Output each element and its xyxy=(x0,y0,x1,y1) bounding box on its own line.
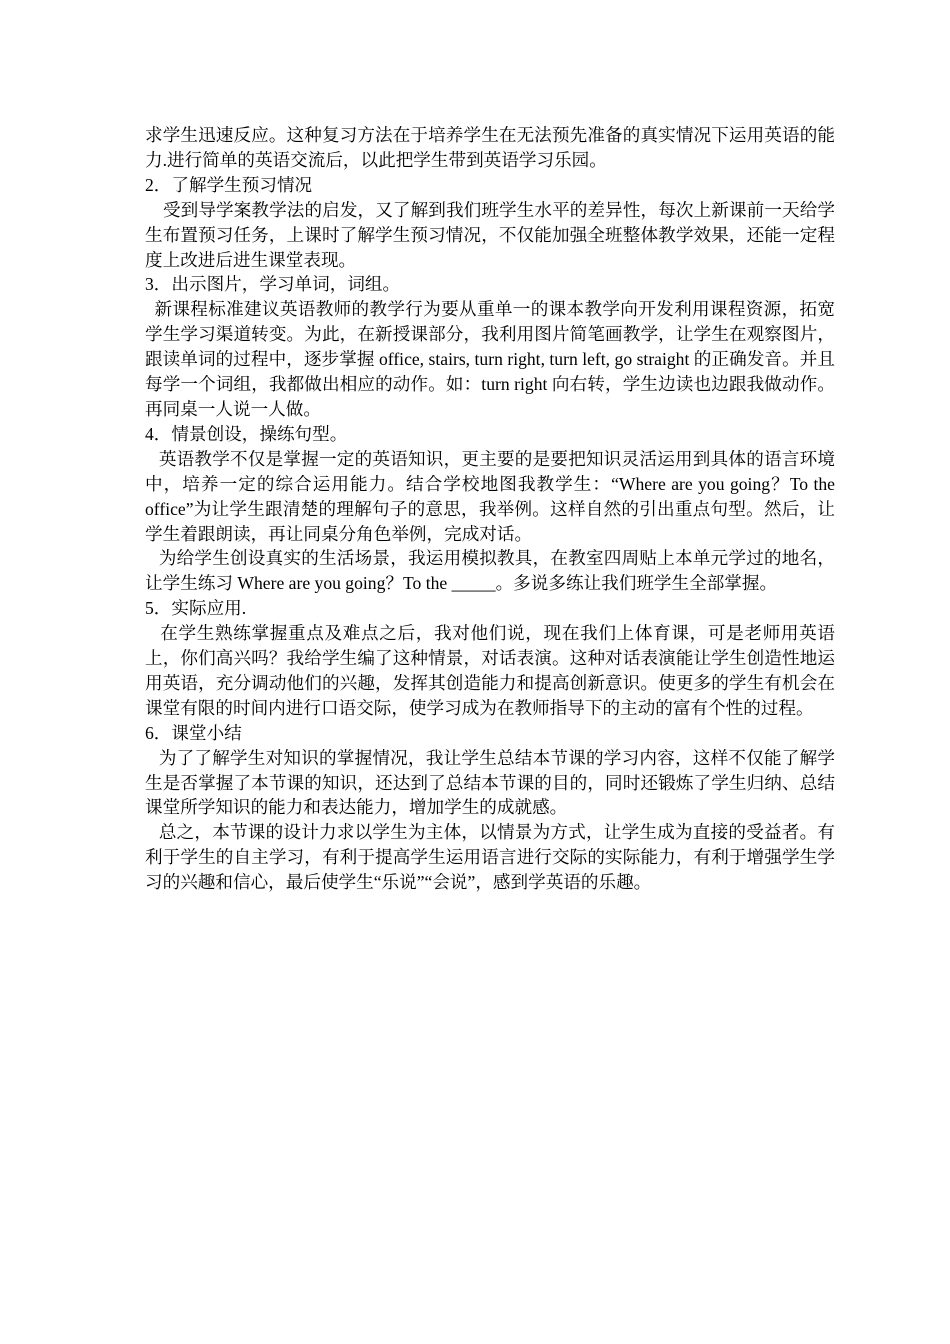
paragraph-situation-practice-1: 英语教学不仅是掌握一定的英语知识，更主要的是要把知识灵活运用到具体的语言环境中，培养一定的综合运用能力。结合学校地图我教学生：“Where are you going？To the office”为让学生跟清楚的理解句子的意思，我举例。这样自然的引出重点句型。然后，让学生着跟朗读，再让同桌分角色举例，完成对话。 xyxy=(145,448,840,544)
paragraph-practical-application: 在学生熟练掌握重点及难点之后，我对他们说，现在我们上体育课，可是老师用英语上，你们高兴吗？我给学生编了这种情景，对话表演。这种对话表演能让学生创造性地运用英语，充分调动他们的兴趣，发挥其创造能力和提高创新意识。使更多的学生有机会在课堂有限的时间内进行口语交际，使学习成为在教师指导下的主动的富有个性的过程。 xyxy=(145,623,835,718)
heading-situation-practice: 4．情景创设，操练句型。 xyxy=(145,423,348,444)
heading-preview-check: 2．了解学生预习情况 xyxy=(145,174,313,195)
document-body xyxy=(145,123,840,895)
paragraph-preview-check: 受到导学案教学法的启发，又了解到我们班学生水平的差异性，每次上新课前一天给学生布置预习任务，上课时了解学生预习情况，不仅能加强全班整体教学效果，还能一定程度上改进后进生课堂表现。 xyxy=(145,199,835,270)
paragraph-situation-practice-2: 为给学生创设真实的生活场景，我运用模拟教具，在教室四周贴上本单元学过的地名，让学生练习 Where are you going？To the _____。多说多练让我们班学生全部掌握。 xyxy=(145,548,835,594)
heading-practical-application: 5．实际应用. xyxy=(145,598,247,619)
heading-class-summary: 6．课堂小结 xyxy=(145,722,242,743)
paragraph-conclusion: 总之，本节课的设计力求以学生为主体，以情景为方式，让学生成为直接的受益者。有利于学生的自主学习，有利于提高学生运用语言进行交际的实际能力，有利于增强学生学习的兴趣和信心，最后使学生“乐说”“会说”，感到学英语的乐趣。 xyxy=(145,822,835,893)
heading-show-pictures: 3．出示图片，学习单词，词组。 xyxy=(145,274,401,295)
paragraph-show-pictures: 新课程标准建议英语教师的教学行为要从重单一的课本教学向开发利用课程资源，拓宽学生学习渠道转变。为此，在新授课部分，我利用图片简笔画教学，让学生在观察图片，跟读单词的过程中，逐步掌握 office, stairs, turn right, turn left, go straight 的正确发音。并且每学一个词组，我都做出相应的动作。如：turn right 向右转，学生边读也边跟我做动作。再同桌一人说一人做。 xyxy=(145,299,835,419)
paragraph-review-continuation: 求学生迅速反应。这种复习方法在于培养学生在无法预先准备的真实情况下运用英语的能力.进行简单的英语交流后，以此把学生带到英语学习乐园。 xyxy=(145,125,835,170)
paragraph-class-summary: 为了了解学生对知识的掌握情况，我让学生总结本节课的学习内容，这样不仅能了解学生是否掌握了本节课的知识，还达到了总结本节课的目的，同时还锻炼了学生归纳、总结课堂所学知识的能力和表达能力，增加学生的成就感。 xyxy=(145,747,835,818)
